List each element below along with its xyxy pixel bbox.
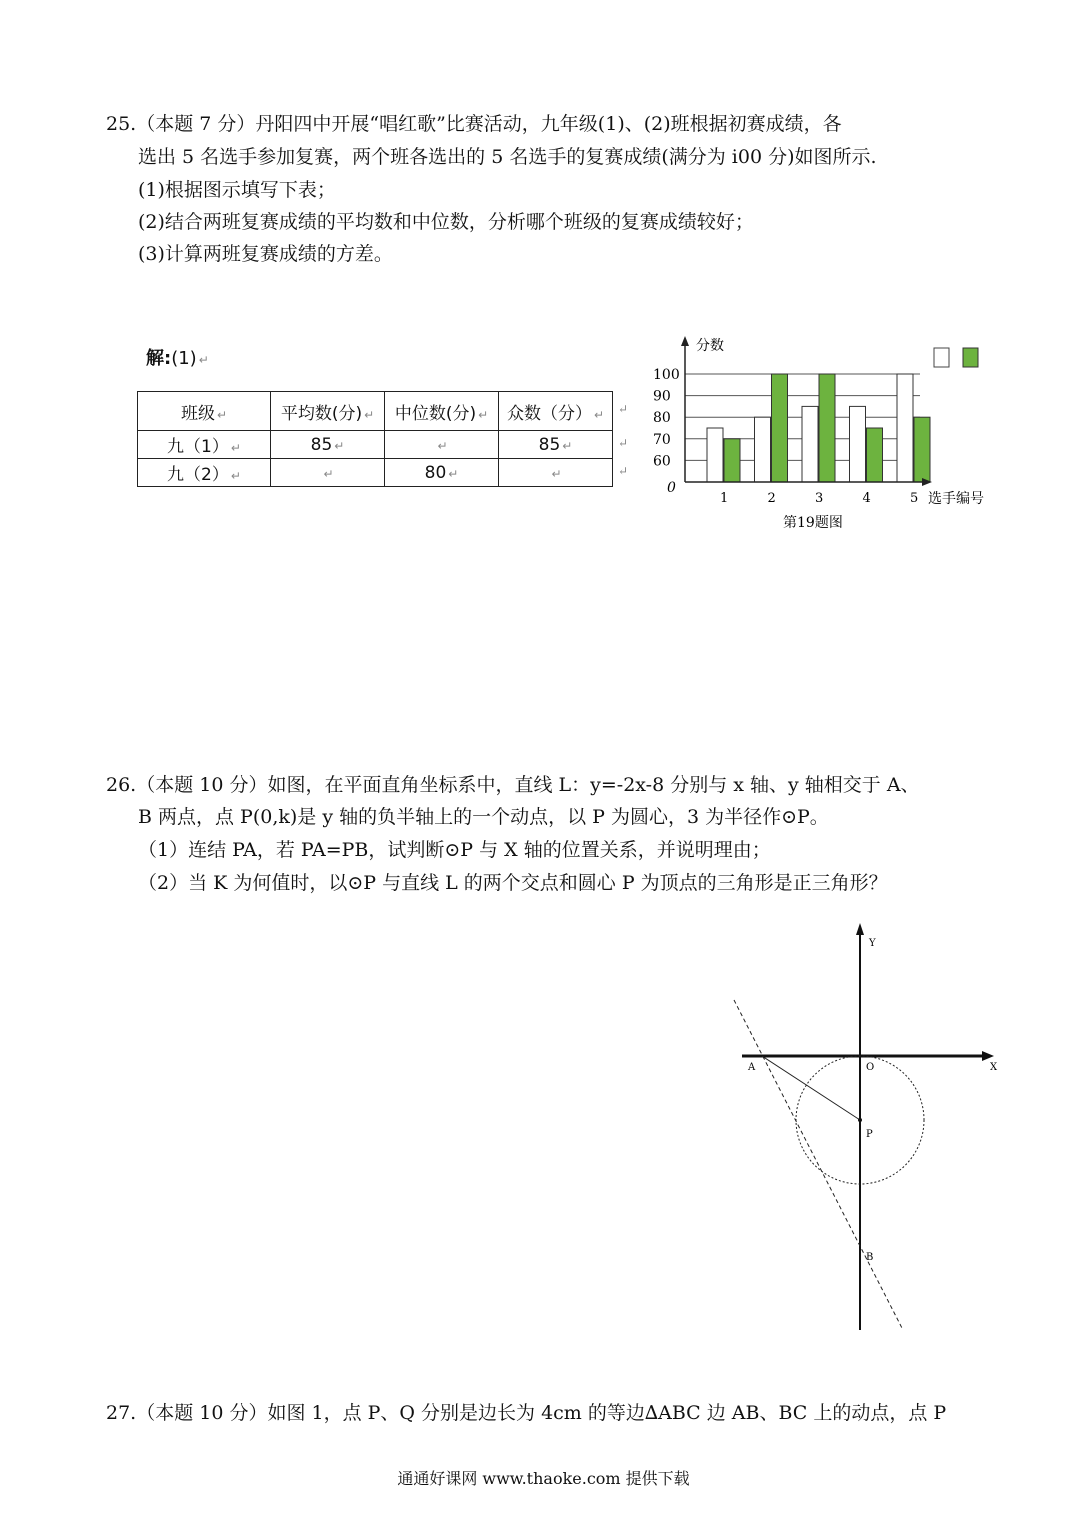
solution-part: (1): [171, 348, 197, 369]
cell-median: 80 ↵: [385, 459, 499, 487]
fig-label-o: O: [866, 1062, 875, 1073]
x-tick-label: 3: [815, 491, 824, 506]
bar-class1: [850, 406, 866, 482]
bar-class1: [707, 428, 723, 482]
origin-label: 0: [667, 480, 676, 496]
fig-y-arrow: [856, 923, 864, 935]
fig-label-x: X: [990, 1062, 998, 1073]
fig-label-p: P: [866, 1129, 873, 1140]
x-tick-label: 5: [910, 491, 919, 506]
cell-class: 九（1） ↵: [138, 431, 271, 459]
y-axis-arrow: [681, 336, 689, 346]
y-tick-label: 60: [653, 453, 671, 470]
q27-line1: 27.（本题 10 分）如图 1，点 P、Q 分别是边长为 4cm 的等边∆ABC 边 AB、BC 上的动点，点 P: [106, 1402, 947, 1424]
chart-bars: [707, 374, 930, 482]
header-class: 班级 ↵: [138, 392, 271, 431]
x-tick-label: 4: [862, 491, 871, 506]
solution-label: 解:(1) ↵: [146, 348, 209, 369]
y-tick-label: 100: [653, 367, 680, 383]
cell-median: ↵: [385, 431, 499, 459]
cell-class: 九（2） ↵: [138, 459, 271, 487]
table-row: [138, 459, 613, 487]
bar-class1: [755, 417, 771, 482]
header-median: 中位数(分) ↵: [385, 392, 499, 431]
cell-mean: ↵: [271, 459, 385, 487]
q26-line2: B 两点，点 P(0,k)是 y 轴的负半轴上的一个动点，以 P 为圆心，3 为半径作⊙P。: [138, 806, 829, 828]
segment-pa: [762, 1056, 860, 1120]
bar-class2: [819, 374, 835, 482]
y-tick-label: 70: [653, 431, 671, 448]
fig-label-b: B: [866, 1252, 874, 1263]
x-tick-labels: [720, 491, 918, 506]
q25-sub1: (1)根据图示填写下表；: [138, 179, 336, 201]
cell-mode: ↵: [499, 459, 613, 487]
cell-mode: 85 ↵: [499, 431, 613, 459]
point-p: [858, 1118, 862, 1122]
header-mode: 众数（分） ↵: [499, 392, 613, 431]
bar-class2: [772, 374, 788, 482]
table-row: [138, 431, 613, 459]
table-header-row: [138, 392, 613, 431]
q25-line2: 选出 5 名选手参加复赛，两个班各选出的 5 名选手的复赛成绩(满分为 i00 分)如图所示.: [138, 146, 877, 168]
score-bar-chart: [640, 330, 1000, 540]
legend-swatch-class1: [934, 348, 949, 367]
y-tick-labels: [653, 367, 680, 469]
q26-line1: 26.（本题 10 分）如图，在平面直角坐标系中，直线 L：y=-2x-8 分别与 x 轴、y 轴相交于 A、: [106, 774, 920, 796]
fig-x-arrow: [982, 1051, 994, 1061]
fig-label-a: A: [748, 1062, 756, 1073]
bar-class1: [802, 406, 818, 482]
footer: 通通好课网 www.thaoke.com 提供下载: [397, 1469, 690, 1488]
bar-class1: [897, 374, 913, 482]
q26-sub1: （1）连结 PA，若 PA=PB，试判断⊙P 与 X 轴的位置关系，并说明理由；: [138, 839, 771, 861]
x-tick-label: 1: [720, 491, 729, 506]
fig-label-y: Y: [869, 938, 876, 949]
x-tick-label: 2: [767, 491, 776, 506]
bar-class2: [867, 428, 883, 482]
line-l: [734, 1000, 903, 1330]
y-tick-label: 90: [653, 388, 671, 405]
header-mean: 平均数(分) ↵: [271, 392, 385, 431]
x-axis-label: 选手编号: [928, 491, 984, 507]
bar-class2: [914, 417, 930, 482]
q25-sub2: (2)结合两班复赛成绩的平均数和中位数，分析哪个班级的复赛成绩较好；: [138, 211, 754, 233]
solution-jie: 解:: [146, 348, 172, 369]
coordinate-figure: [720, 915, 1020, 1340]
q25-line1: 25.（本题 7 分）丹阳四中开展“唱红歌”比赛活动，九年级(1)、(2)班根据初赛成绩，各: [106, 113, 842, 135]
y-axis-label: 分数: [696, 338, 724, 354]
y-tick-label: 80: [653, 410, 671, 427]
chart-caption: 第19题图: [783, 515, 843, 531]
q26-sub2: （2）当 K 为何值时，以⊙P 与直线 L 的两个交点和圆心 P 为顶点的三角形是正三角形？: [138, 872, 888, 894]
score-table: [137, 391, 613, 487]
cell-mean: 85 ↵: [271, 431, 385, 459]
q25-sub3: (3)计算两班复赛成绩的方差。: [138, 243, 393, 265]
bar-class2: [724, 439, 740, 482]
legend-swatch-class2: [963, 348, 978, 367]
